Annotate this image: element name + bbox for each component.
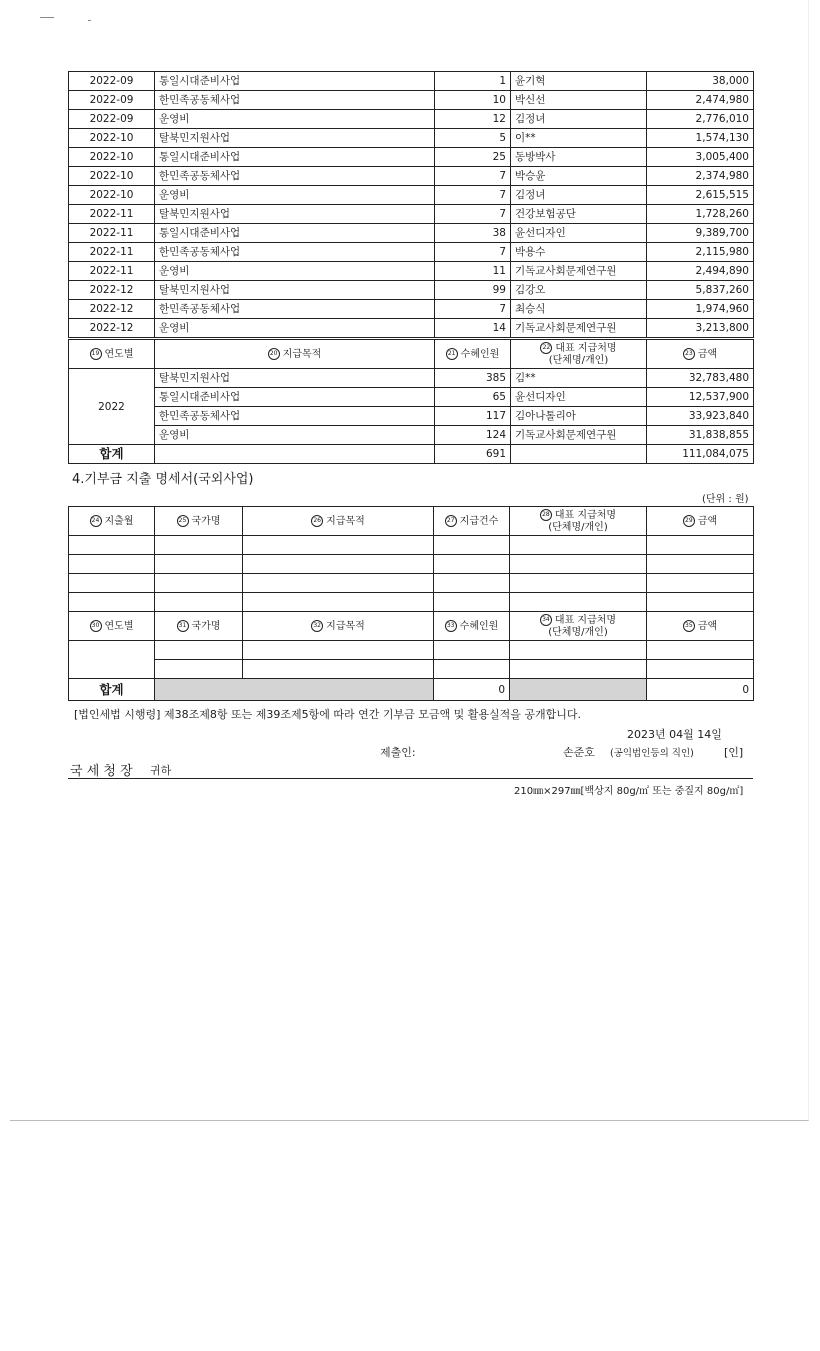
- month-cell: 2022-09: [69, 110, 155, 129]
- table-row: [69, 148, 754, 167]
- total-row: [69, 679, 754, 701]
- count-cell: 124: [435, 426, 511, 445]
- table-row: [69, 91, 754, 110]
- month-cell: 2022-12: [69, 319, 155, 338]
- amount-cell: 1,974,960: [647, 300, 754, 319]
- recipient-cell: 기독교사회문제연구원: [511, 262, 647, 281]
- amount-cell: 2,776,010: [647, 110, 754, 129]
- recipient-cell: 김강오: [511, 281, 647, 300]
- amount-cell: 2,494,890: [647, 262, 754, 281]
- amount-cell: 38,000: [647, 72, 754, 91]
- purpose-cell: 통일시대준비사업: [155, 148, 435, 167]
- year-cell: 2022: [69, 369, 155, 445]
- purpose-cell: 운영비: [155, 426, 435, 445]
- purpose-cell: 한민족공동체사업: [155, 167, 435, 186]
- table-row: [69, 319, 754, 338]
- count-cell: 25: [435, 148, 511, 167]
- amount-cell: 1,728,260: [647, 205, 754, 224]
- recipient-cell: 윤선디자인: [511, 224, 647, 243]
- yearly-header-row: [69, 340, 754, 369]
- circled-number: 23: [683, 348, 695, 360]
- overseas-monthly-table: [68, 506, 754, 701]
- circled-number: 33: [445, 620, 457, 632]
- count-cell: 11: [435, 262, 511, 281]
- month-cell: 2022-09: [69, 72, 155, 91]
- addressee: 국 세 청 장: [70, 764, 133, 779]
- table-row: [69, 262, 754, 281]
- table-row: [69, 129, 754, 148]
- empty-row: [69, 574, 754, 593]
- amount-cell: 2,374,980: [647, 167, 754, 186]
- submitter-label: 제출인:: [380, 746, 416, 759]
- amount-cell: 3,213,800: [647, 319, 754, 338]
- count-cell: 7: [435, 243, 511, 262]
- submission-date: 2023년 04월 14일: [627, 728, 722, 741]
- count-cell: 65: [435, 388, 511, 407]
- month-cell: 2022-11: [69, 243, 155, 262]
- header-amount: 35 금액: [647, 612, 754, 641]
- header-purpose: 32 지급목적: [243, 612, 434, 641]
- purpose-cell: 운영비: [155, 262, 435, 281]
- purpose-cell: 통일시대준비사업: [155, 224, 435, 243]
- recipient-cell: 기독교사회문제연구원: [511, 319, 647, 338]
- seal-mark: [인]: [724, 746, 744, 759]
- circled-number: 28: [540, 509, 552, 521]
- amount-cell: 3,005,400: [647, 148, 754, 167]
- month-cell: 2022-11: [69, 224, 155, 243]
- header-beneficiaries: 21 수혜인원: [435, 340, 511, 369]
- amount-cell: 5,837,260: [647, 281, 754, 300]
- recipient-cell: 박용수: [511, 243, 647, 262]
- purpose-cell: 한민족공동체사업: [155, 407, 435, 426]
- amount-cell: 2,115,980: [647, 243, 754, 262]
- circled-number: 30: [90, 620, 102, 632]
- amount-cell: 2,615,515: [647, 186, 754, 205]
- monthly-expense-table: [68, 71, 754, 338]
- empty-row: [69, 641, 754, 660]
- overseas-yearly-header-row: [69, 612, 754, 641]
- circled-number: 19: [90, 348, 102, 360]
- count-cell: 7: [435, 186, 511, 205]
- purpose-cell: 한민족공동체사업: [155, 91, 435, 110]
- yearly-summary-table: [68, 339, 754, 464]
- count-cell: 5: [435, 129, 511, 148]
- recipient-cell: 김정녀: [511, 186, 647, 205]
- amount-cell: 12,537,900: [647, 388, 754, 407]
- total-label: 합계: [69, 445, 155, 464]
- purpose-cell: 한민족공동체사업: [155, 243, 435, 262]
- purpose-cell: 탈북민지원사업: [155, 281, 435, 300]
- month-cell: 2022-10: [69, 148, 155, 167]
- count-cell: 7: [435, 167, 511, 186]
- recipient-cell: 김아나톨리아: [511, 407, 647, 426]
- month-cell: 2022-12: [69, 300, 155, 319]
- purpose-cell: 한민족공동체사업: [155, 300, 435, 319]
- circled-number: 29: [683, 515, 695, 527]
- table-row: [69, 243, 754, 262]
- month-cell: 2022-09: [69, 91, 155, 110]
- empty-cell: [511, 445, 647, 464]
- header-month: 24 지출월: [69, 507, 155, 536]
- scan-speck: [40, 17, 54, 18]
- recipient-cell: 동방박사: [511, 148, 647, 167]
- purpose-cell: 운영비: [155, 110, 435, 129]
- table-row: [69, 369, 754, 388]
- footer-rule: [68, 778, 753, 779]
- header-amount: 29 금액: [647, 507, 754, 536]
- empty-row: [69, 660, 754, 679]
- addressee-suffix: 귀하: [150, 764, 172, 777]
- header-year: 19 연도별: [69, 340, 155, 369]
- month-cell: 2022-10: [69, 186, 155, 205]
- circled-number: 34: [540, 614, 552, 626]
- circled-number: 32: [311, 620, 323, 632]
- table-row: [69, 72, 754, 91]
- amount-cell: 33,923,840: [647, 407, 754, 426]
- count-cell: 12: [435, 110, 511, 129]
- table-row: [69, 224, 754, 243]
- month-cell: 2022-12: [69, 281, 155, 300]
- total-row: [69, 445, 754, 464]
- recipient-cell: 김정녀: [511, 110, 647, 129]
- submitter-name: 손준호: [563, 746, 595, 759]
- empty-row: [69, 536, 754, 555]
- total-amount: 0: [647, 679, 754, 701]
- recipient-cell: 김**: [511, 369, 647, 388]
- recipient-cell: 기독교사회문제연구원: [511, 426, 647, 445]
- header-recipient: 28 대표 지급처명 (단체명/개인): [510, 507, 647, 536]
- submitter-role: (공익법인등의 직인): [610, 748, 694, 759]
- count-cell: 14: [435, 319, 511, 338]
- count-cell: 117: [435, 407, 511, 426]
- empty-cell: [155, 445, 435, 464]
- count-cell: 385: [435, 369, 511, 388]
- header-recipient: 34 대표 지급처명 (단체명/개인): [510, 612, 647, 641]
- unit-label: (단위 : 원): [702, 494, 749, 505]
- table-row: [69, 300, 754, 319]
- amount-cell: 2,474,980: [647, 91, 754, 110]
- section-title: 4.기부금 지출 명세서(국외사업): [72, 472, 254, 487]
- count-cell: 10: [435, 91, 511, 110]
- circled-number: 24: [90, 515, 102, 527]
- amount-cell: 9,389,700: [647, 224, 754, 243]
- table-row: [69, 407, 754, 426]
- total-amount: 111,084,075: [647, 445, 754, 464]
- header-country: 31 국가명: [155, 612, 243, 641]
- amount-cell: 32,783,480: [647, 369, 754, 388]
- header-beneficiaries: 33 수혜인원: [434, 612, 510, 641]
- table-row: [69, 426, 754, 445]
- header-year: 30 연도별: [69, 612, 155, 641]
- month-cell: 2022-10: [69, 129, 155, 148]
- count-cell: 38: [435, 224, 511, 243]
- empty-row: [69, 593, 754, 612]
- count-cell: 7: [435, 300, 511, 319]
- circled-number: 21: [446, 348, 458, 360]
- paper-spec: 210㎜×297㎜[백상지 80g/㎡ 또는 중질지 80g/㎡]: [514, 786, 744, 797]
- table-row: [69, 186, 754, 205]
- recipient-cell: 윤선디자인: [511, 388, 647, 407]
- purpose-cell: 탈북민지원사업: [155, 205, 435, 224]
- circled-number: 31: [177, 620, 189, 632]
- header-purpose: 20 지급목적: [155, 340, 435, 369]
- count-cell: 1: [435, 72, 511, 91]
- circled-number: 25: [177, 515, 189, 527]
- purpose-cell: 운영비: [155, 319, 435, 338]
- recipient-cell: 박신선: [511, 91, 647, 110]
- purpose-cell: 탈북민지원사업: [155, 129, 435, 148]
- circled-number: 35: [683, 620, 695, 632]
- purpose-cell: 운영비: [155, 186, 435, 205]
- header-payment-count: 27 지급건수: [434, 507, 510, 536]
- table-row: [69, 110, 754, 129]
- shaded-cell: [155, 679, 434, 701]
- recipient-cell: 박승윤: [511, 167, 647, 186]
- header-country: 25 국가명: [155, 507, 243, 536]
- table-row: [69, 388, 754, 407]
- recipient-cell: 건강보험공단: [511, 205, 647, 224]
- circled-number: 27: [445, 515, 457, 527]
- scan-speck: [88, 20, 91, 21]
- total-label: 합계: [69, 679, 155, 701]
- overseas-header-row: [69, 507, 754, 536]
- total-count: 0: [434, 679, 510, 701]
- law-note: [법인세법 시행령] 제38조제8항 또는 제39조제5항에 따라 연간 기부금 모금액 및 활용실적을 공개합니다.: [74, 708, 581, 721]
- total-count: 691: [435, 445, 511, 464]
- header-purpose: 26 지급목적: [243, 507, 434, 536]
- month-cell: 2022-10: [69, 167, 155, 186]
- header-amount: 23 금액: [647, 340, 754, 369]
- empty-row: [69, 555, 754, 574]
- circled-number: 20: [268, 348, 280, 360]
- circled-number: 26: [311, 515, 323, 527]
- purpose-cell: 탈북민지원사업: [155, 369, 435, 388]
- table-row: [69, 205, 754, 224]
- recipient-cell: 이**: [511, 129, 647, 148]
- table-row: [69, 281, 754, 300]
- purpose-cell: 통일시대준비사업: [155, 388, 435, 407]
- recipient-cell: 최승식: [511, 300, 647, 319]
- header-recipient: 22 대표 지급처명 (단체명/개인): [511, 340, 647, 369]
- count-cell: 99: [435, 281, 511, 300]
- shaded-cell: [510, 679, 647, 701]
- month-cell: 2022-11: [69, 262, 155, 281]
- circled-number: 22: [540, 342, 552, 354]
- amount-cell: 31,838,855: [647, 426, 754, 445]
- count-cell: 7: [435, 205, 511, 224]
- amount-cell: 1,574,130: [647, 129, 754, 148]
- month-cell: 2022-11: [69, 205, 155, 224]
- purpose-cell: 통일시대준비사업: [155, 72, 435, 91]
- table-row: [69, 167, 754, 186]
- recipient-cell: 윤기혁: [511, 72, 647, 91]
